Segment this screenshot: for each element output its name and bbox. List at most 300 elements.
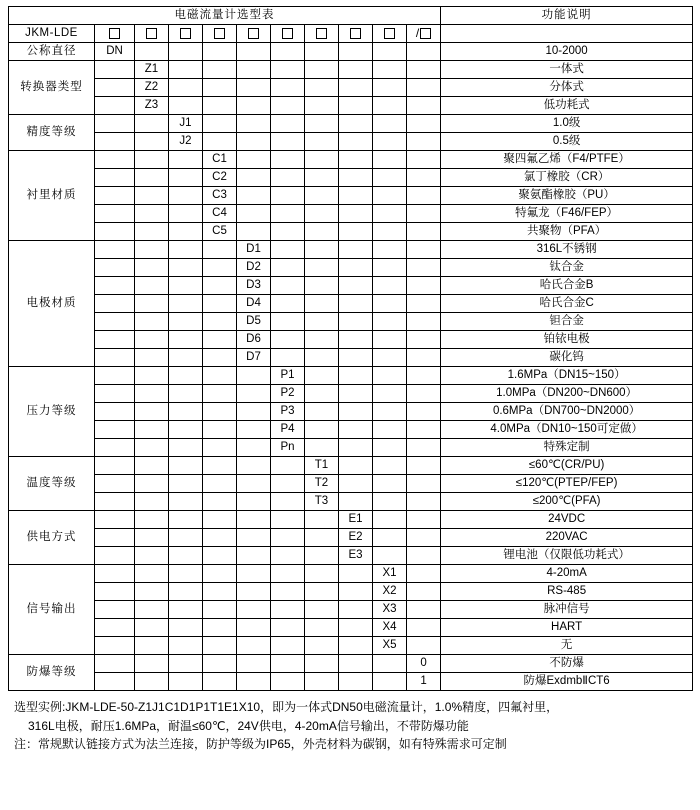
- option-description: 聚氨酯橡胶（PU）: [441, 187, 693, 205]
- spacer-cell: [407, 313, 441, 331]
- option-code: D6: [237, 331, 271, 349]
- option-description: 碳化钨: [441, 349, 693, 367]
- option-description: 哈氏合金C: [441, 295, 693, 313]
- model-prefix: JKM-LDE: [9, 25, 95, 43]
- spacer-cell: [373, 205, 407, 223]
- spacer-cell: [237, 43, 271, 61]
- spacer-cell: [169, 223, 203, 241]
- spacer-cell: [271, 133, 305, 151]
- spacer-cell: [95, 331, 135, 349]
- option-code: T1: [305, 457, 339, 475]
- spacer-cell: [305, 313, 339, 331]
- spacer-cell: [373, 79, 407, 97]
- spacer-cell: [271, 313, 305, 331]
- spacer-cell: [135, 187, 169, 205]
- option-description: ≤60℃(CR/PU): [441, 457, 693, 475]
- spacer-cell: [305, 223, 339, 241]
- spacer-cell: [203, 403, 237, 421]
- option-description: 哈氏合金B: [441, 277, 693, 295]
- spacer-cell: [203, 565, 237, 583]
- spacer-cell: [271, 97, 305, 115]
- spacer-cell: [339, 187, 373, 205]
- spacer-cell: [305, 331, 339, 349]
- spacer-cell: [407, 277, 441, 295]
- spacer-cell: [407, 601, 441, 619]
- option-code: J2: [169, 133, 203, 151]
- spacer-cell: [169, 421, 203, 439]
- spacer-cell: [407, 79, 441, 97]
- spacer-cell: [305, 169, 339, 187]
- spacer-cell: [135, 583, 169, 601]
- spacer-cell: [373, 313, 407, 331]
- spacer-cell: [407, 403, 441, 421]
- option-code: C2: [203, 169, 237, 187]
- spacer-cell: [95, 79, 135, 97]
- spacer-cell: [95, 475, 135, 493]
- spacer-cell: [203, 43, 237, 61]
- option-description: 不防爆: [441, 655, 693, 673]
- spacer-cell: [305, 565, 339, 583]
- option-description: ≤200℃(PFA): [441, 493, 693, 511]
- spacer-cell: [203, 367, 237, 385]
- option-description: ≤120℃(PTEP/FEP): [441, 475, 693, 493]
- spacer-cell: [407, 565, 441, 583]
- option-code: X5: [373, 637, 407, 655]
- spacer-cell: [407, 529, 441, 547]
- spacer-cell: [237, 187, 271, 205]
- spacer-cell: [169, 277, 203, 295]
- spacer-cell: [407, 475, 441, 493]
- spacer-cell: [237, 655, 271, 673]
- spacer-cell: [203, 133, 237, 151]
- spacer-cell: [95, 583, 135, 601]
- spacer-cell: [95, 367, 135, 385]
- spacer-cell: [169, 493, 203, 511]
- option-code: C1: [203, 151, 237, 169]
- spacer-cell: [169, 547, 203, 565]
- spacer-cell: [95, 313, 135, 331]
- spacer-cell: [95, 169, 135, 187]
- spacer-cell: [339, 403, 373, 421]
- spacer-cell: [169, 151, 203, 169]
- spacer-cell: [169, 475, 203, 493]
- spacer-cell: [95, 655, 135, 673]
- spacer-cell: [339, 61, 373, 79]
- spacer-cell: [203, 601, 237, 619]
- code-box-6: [271, 25, 305, 43]
- spacer-cell: [407, 331, 441, 349]
- option-code: Z2: [135, 79, 169, 97]
- spacer-cell: [271, 547, 305, 565]
- spacer-cell: [373, 547, 407, 565]
- spacer-cell: [407, 421, 441, 439]
- spacer-cell: [203, 61, 237, 79]
- spacer-cell: [271, 619, 305, 637]
- spacer-cell: [339, 565, 373, 583]
- spacer-cell: [135, 403, 169, 421]
- spacer-cell: [373, 493, 407, 511]
- option-code: Z3: [135, 97, 169, 115]
- spacer-cell: [203, 331, 237, 349]
- spacer-cell: [271, 61, 305, 79]
- spacer-cell: [339, 151, 373, 169]
- spacer-cell: [373, 439, 407, 457]
- option-code: D7: [237, 349, 271, 367]
- spacer-cell: [169, 331, 203, 349]
- empty-box-icon: [248, 28, 259, 39]
- spacer-cell: [305, 529, 339, 547]
- spacer-cell: [237, 601, 271, 619]
- spacer-cell: [339, 601, 373, 619]
- empty-box-icon: [109, 28, 120, 39]
- spacer-cell: [169, 97, 203, 115]
- option-code: T2: [305, 475, 339, 493]
- spacer-cell: [305, 367, 339, 385]
- spacer-cell: [305, 547, 339, 565]
- option-code: C5: [203, 223, 237, 241]
- spacer-cell: [407, 115, 441, 133]
- spacer-cell: [339, 313, 373, 331]
- option-code: DN: [95, 43, 135, 61]
- option-description: 220VAC: [441, 529, 693, 547]
- spacer-cell: [271, 511, 305, 529]
- spacer-cell: [135, 439, 169, 457]
- spacer-cell: [305, 421, 339, 439]
- option-code: C3: [203, 187, 237, 205]
- option-code: 1: [407, 673, 441, 691]
- spacer-cell: [203, 655, 237, 673]
- spacer-cell: [407, 583, 441, 601]
- spacer-cell: [135, 475, 169, 493]
- category-6: 压力等级: [9, 367, 95, 457]
- spacer-cell: [271, 637, 305, 655]
- spacer-cell: [339, 277, 373, 295]
- notes-block: [8, 698, 692, 754]
- code-box-3: [169, 25, 203, 43]
- spacer-cell: [135, 421, 169, 439]
- spacer-cell: [373, 511, 407, 529]
- spacer-cell: [373, 259, 407, 277]
- code-box-1: [95, 25, 135, 43]
- spacer-cell: [169, 313, 203, 331]
- option-description: 脉冲信号: [441, 601, 693, 619]
- spacer-cell: [95, 61, 135, 79]
- category-4: 衬里材质: [9, 151, 95, 241]
- spacer-cell: [95, 133, 135, 151]
- spacer-cell: [373, 169, 407, 187]
- spacer-cell: [305, 583, 339, 601]
- category-9: 信号输出: [9, 565, 95, 655]
- option-description: 氯丁橡胶（CR）: [441, 169, 693, 187]
- spacer-cell: [135, 601, 169, 619]
- spacer-cell: [407, 349, 441, 367]
- spacer-cell: [169, 43, 203, 61]
- note-line-2: 316L电极，耐压1.6MPa，耐温≤60℃，24V供电，4-20mA信号输出，不带防爆功能: [28, 718, 469, 733]
- spacer-cell: [237, 133, 271, 151]
- spacer-cell: [407, 187, 441, 205]
- spacer-cell: [135, 457, 169, 475]
- spacer-cell: [305, 241, 339, 259]
- option-code: X2: [373, 583, 407, 601]
- spacer-cell: [373, 115, 407, 133]
- spacer-cell: [169, 655, 203, 673]
- spacer-cell: [203, 583, 237, 601]
- spacer-cell: [339, 349, 373, 367]
- spacer-cell: [407, 223, 441, 241]
- spacer-cell: [407, 43, 441, 61]
- spacer-cell: [407, 259, 441, 277]
- spacer-cell: [271, 169, 305, 187]
- empty-box-icon: [350, 28, 361, 39]
- option-description: 特氟龙（F46/FEP）: [441, 205, 693, 223]
- spacer-cell: [95, 601, 135, 619]
- option-code: D1: [237, 241, 271, 259]
- spacer-cell: [305, 673, 339, 691]
- spacer-cell: [305, 133, 339, 151]
- spacer-cell: [95, 529, 135, 547]
- spacer-cell: [305, 277, 339, 295]
- spacer-cell: [169, 61, 203, 79]
- empty-box-icon: [282, 28, 293, 39]
- spacer-cell: [169, 439, 203, 457]
- spacer-cell: [339, 295, 373, 313]
- spacer-cell: [203, 241, 237, 259]
- option-description: 1.6MPa（DN15~150）: [441, 367, 693, 385]
- spacer-cell: [169, 79, 203, 97]
- spacer-cell: [135, 637, 169, 655]
- spacer-cell: [135, 529, 169, 547]
- spacer-cell: [407, 61, 441, 79]
- option-description: 铂铱电极: [441, 331, 693, 349]
- spacer-cell: [169, 187, 203, 205]
- spacer-cell: [407, 295, 441, 313]
- spacer-cell: [203, 511, 237, 529]
- option-code: Pn: [271, 439, 305, 457]
- spacer-cell: [407, 133, 441, 151]
- spacer-cell: [237, 115, 271, 133]
- spacer-cell: [339, 457, 373, 475]
- category-3: 精度等级: [9, 115, 95, 151]
- spacer-cell: [135, 367, 169, 385]
- option-description: 钛合金: [441, 259, 693, 277]
- spacer-cell: [407, 547, 441, 565]
- spacer-cell: [169, 511, 203, 529]
- option-code: P4: [271, 421, 305, 439]
- spacer-cell: [373, 421, 407, 439]
- option-code: D2: [237, 259, 271, 277]
- option-code: E1: [339, 511, 373, 529]
- spacer-cell: [237, 367, 271, 385]
- spacer-cell: [135, 655, 169, 673]
- spacer-cell: [271, 673, 305, 691]
- spacer-cell: [237, 403, 271, 421]
- spacer-cell: [135, 511, 169, 529]
- spacer-cell: [135, 169, 169, 187]
- option-code: C4: [203, 205, 237, 223]
- spacer-cell: [339, 385, 373, 403]
- spacer-cell: [203, 277, 237, 295]
- spacer-cell: [339, 331, 373, 349]
- spacer-cell: [135, 565, 169, 583]
- spacer-cell: [373, 151, 407, 169]
- spacer-cell: [407, 637, 441, 655]
- code-box-5: [237, 25, 271, 43]
- option-code: T3: [305, 493, 339, 511]
- spacer-cell: [135, 223, 169, 241]
- spacer-cell: [271, 259, 305, 277]
- spacer-cell: [305, 97, 339, 115]
- spacer-cell: [305, 439, 339, 457]
- spacer-cell: [135, 493, 169, 511]
- spacer-cell: [339, 655, 373, 673]
- spacer-cell: [169, 673, 203, 691]
- spacer-cell: [95, 457, 135, 475]
- spacer-cell: [237, 205, 271, 223]
- spacer-cell: [237, 565, 271, 583]
- spacer-cell: [271, 475, 305, 493]
- spacer-cell: [339, 367, 373, 385]
- spacer-cell: [407, 457, 441, 475]
- function-header-spacer: [441, 25, 693, 43]
- spacer-cell: [95, 403, 135, 421]
- spacer-cell: [95, 565, 135, 583]
- spacer-cell: [339, 619, 373, 637]
- spacer-cell: [203, 421, 237, 439]
- option-description: 24VDC: [441, 511, 693, 529]
- spacer-cell: [169, 529, 203, 547]
- spacer-cell: [169, 205, 203, 223]
- spacer-cell: [95, 187, 135, 205]
- category-7: 温度等级: [9, 457, 95, 511]
- spacer-cell: [305, 61, 339, 79]
- spacer-cell: [407, 385, 441, 403]
- spacer-cell: [373, 43, 407, 61]
- spacer-cell: [271, 457, 305, 475]
- option-description: 共聚物（PFA）: [441, 223, 693, 241]
- spacer-cell: [305, 115, 339, 133]
- option-code: P1: [271, 367, 305, 385]
- category-2: 转换器类型: [9, 61, 95, 115]
- spacer-cell: [407, 97, 441, 115]
- spacer-cell: [373, 367, 407, 385]
- spacer-cell: [95, 241, 135, 259]
- option-description: 0.6MPa（DN700~DN2000）: [441, 403, 693, 421]
- code-box-10: [407, 25, 441, 43]
- option-description: 0.5级: [441, 133, 693, 151]
- spacer-cell: [237, 493, 271, 511]
- option-description: 锂电池（仅限低功耗式）: [441, 547, 693, 565]
- spacer-cell: [135, 133, 169, 151]
- spacer-cell: [237, 439, 271, 457]
- selection-table: [8, 6, 693, 691]
- spacer-cell: [95, 259, 135, 277]
- option-description: 特殊定制: [441, 439, 693, 457]
- spacer-cell: [237, 619, 271, 637]
- spacer-cell: [271, 43, 305, 61]
- spacer-cell: [373, 187, 407, 205]
- spacer-cell: [135, 259, 169, 277]
- option-description: 分体式: [441, 79, 693, 97]
- spacer-cell: [305, 151, 339, 169]
- spacer-cell: [95, 439, 135, 457]
- spacer-cell: [237, 529, 271, 547]
- spacer-cell: [407, 205, 441, 223]
- spacer-cell: [373, 277, 407, 295]
- spacer-cell: [237, 421, 271, 439]
- spacer-cell: [407, 619, 441, 637]
- spacer-cell: [95, 349, 135, 367]
- spacer-cell: [339, 259, 373, 277]
- spacer-cell: [237, 223, 271, 241]
- spacer-cell: [373, 133, 407, 151]
- spacer-cell: [339, 43, 373, 61]
- spacer-cell: [373, 241, 407, 259]
- spacer-cell: [339, 439, 373, 457]
- option-description: 1.0MPa（DN200~DN600）: [441, 385, 693, 403]
- spacer-cell: [339, 673, 373, 691]
- spacer-cell: [95, 385, 135, 403]
- spacer-cell: [203, 619, 237, 637]
- spacer-cell: [339, 79, 373, 97]
- spacer-cell: [169, 385, 203, 403]
- function-column-header: 功能说明: [441, 7, 693, 25]
- spacer-cell: [271, 205, 305, 223]
- spacer-cell: [169, 349, 203, 367]
- option-code: D4: [237, 295, 271, 313]
- spacer-cell: [373, 97, 407, 115]
- category-8: 供电方式: [9, 511, 95, 565]
- spacer-cell: [237, 79, 271, 97]
- spacer-cell: [339, 493, 373, 511]
- spacer-cell: [237, 673, 271, 691]
- spacer-cell: [203, 313, 237, 331]
- category-1: 公称直径: [9, 43, 95, 61]
- option-code: Z1: [135, 61, 169, 79]
- empty-box-icon: [214, 28, 225, 39]
- spacer-cell: [237, 457, 271, 475]
- option-code: D5: [237, 313, 271, 331]
- spacer-cell: [237, 385, 271, 403]
- spacer-cell: [373, 331, 407, 349]
- option-code: X3: [373, 601, 407, 619]
- empty-box-icon: [180, 28, 191, 39]
- spacer-cell: [305, 295, 339, 313]
- spacer-cell: [135, 331, 169, 349]
- spacer-cell: [271, 277, 305, 295]
- spacer-cell: [237, 169, 271, 187]
- spacer-cell: [305, 349, 339, 367]
- spacer-cell: [203, 259, 237, 277]
- spacer-cell: [305, 43, 339, 61]
- spacer-cell: [203, 349, 237, 367]
- spacer-cell: [135, 385, 169, 403]
- spacer-cell: [203, 115, 237, 133]
- option-description: 316L不锈钢: [441, 241, 693, 259]
- spacer-cell: [271, 583, 305, 601]
- spacer-cell: [203, 493, 237, 511]
- spacer-cell: [95, 493, 135, 511]
- code-box-7: [305, 25, 339, 43]
- spacer-cell: [169, 169, 203, 187]
- spacer-cell: [373, 295, 407, 313]
- spacer-cell: [135, 151, 169, 169]
- code-box-9: [373, 25, 407, 43]
- spacer-cell: [95, 115, 135, 133]
- spacer-cell: [237, 511, 271, 529]
- spacer-cell: [169, 637, 203, 655]
- spacer-cell: [135, 673, 169, 691]
- spacer-cell: [203, 97, 237, 115]
